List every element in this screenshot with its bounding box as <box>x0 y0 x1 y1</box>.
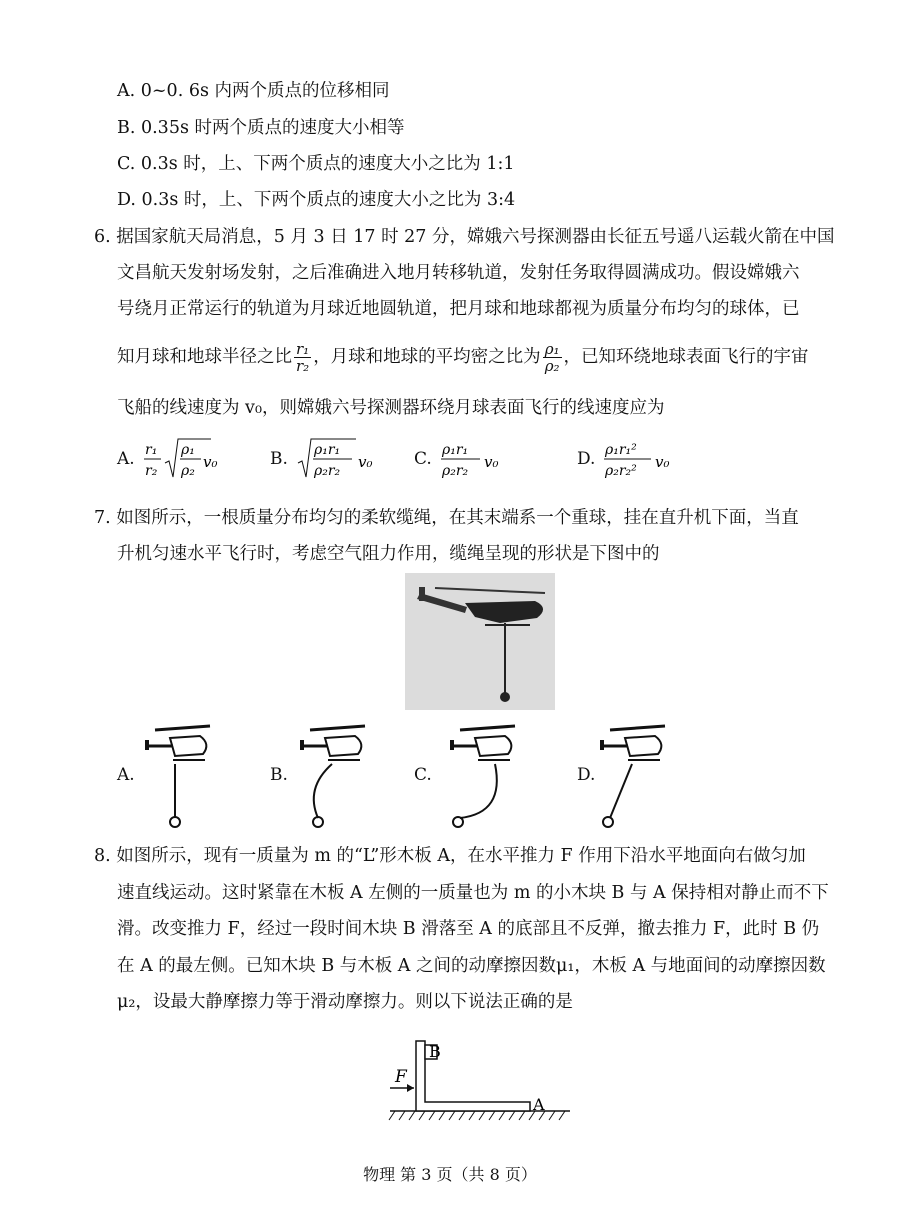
q8-line-4: 在 A 的最左侧。已知木块 B 与木板 A 之间的动摩擦因数μ₁，木板 A 与地面间的动摩擦因数 <box>117 956 826 976</box>
q7-choice-c-label: C. <box>414 765 432 785</box>
svg-text:r₁: r₁ <box>144 442 157 458</box>
q7-line-2: 升机匀速水平飞行时，考虑空气阻力作用，缆绳呈现的形状是下图中的 <box>117 544 660 564</box>
q8-line-2: 速直线运动。这时紧靠在木板 A 左侧的一质量也为 m 的小木块 B 与 A 保持相对静止而不下 <box>117 883 829 903</box>
q5-option-d: D. 0.3s 时，上、下两个质点的速度大小之比为 3:4 <box>117 190 516 210</box>
helicopter-option-d <box>600 726 665 827</box>
q6-line-5: 飞船的线速度为 v₀，则嫦娥六号探测器环绕月球表面飞行的线速度应为 <box>117 398 665 418</box>
q6-choice-a: A. r₁ r₂ ρ₁ ρ₂ v₀ <box>117 437 236 481</box>
q6-formula-c <box>438 437 528 481</box>
page-footer: 物理 第 3 页（共 8 页） <box>363 1165 537 1184</box>
q8-line-3: 滑。改变推力 F，经过一段时间木块 B 滑落至 A 的底部且不反弹，撤去推力 F，此时 B 仍 <box>117 919 820 939</box>
q5-option-a: A. 0~0. 6s 内两个质点的位移相同 <box>117 81 390 101</box>
svg-text:ρ₁r₁: ρ₁r₁ <box>441 442 468 458</box>
q6-formula-d <box>601 437 696 481</box>
q7-choice-b-label: B. <box>270 765 288 785</box>
q6-line-1: 6. 据国家航天局消息，5 月 3 日 17 时 27 分，嫦娥六号探测器由长征五号遥八运载火箭在中国 <box>94 227 835 247</box>
q7-choice-a-label: A. <box>117 765 135 785</box>
density-ratio: $\frac{\text{ρ₁}}{\text{ρ₂}}$ <box>544 340 560 375</box>
svg-text:v₀: v₀ <box>483 453 499 471</box>
svg-text:ρ₂r₂: ρ₂r₂ <box>441 463 468 479</box>
q6-formula-b <box>294 437 394 481</box>
svg-text:v₀: v₀ <box>357 453 373 471</box>
label-a: A <box>533 1095 545 1114</box>
label-f: F <box>395 1067 407 1087</box>
helicopter-option-b <box>300 726 365 827</box>
l-board-figure <box>385 1040 575 1125</box>
helicopter-option-c <box>450 726 515 827</box>
svg-text:ρ₁: ρ₁ <box>180 442 195 458</box>
radius-ratio: $\frac{\text{r₁}}{\text{r₂}}$ <box>296 340 310 375</box>
q8-line-5: μ₂，设最大静摩擦力等于滑动摩擦力。则以下说法正确的是 <box>117 992 573 1012</box>
label-b: B <box>429 1042 441 1061</box>
q6-choice-b: B. ρ₁r₁ ρ₂r₂ v₀ <box>270 437 394 481</box>
helicopter-option-a <box>145 726 210 827</box>
svg-text:v₀: v₀ <box>202 453 218 471</box>
svg-text:ρ₁r₁: ρ₁r₁ <box>313 442 341 458</box>
svg-text:ρ₂r₂²: ρ₂r₂² <box>605 463 638 479</box>
q6-line-4: 知月球和地球半径之比 $\frac{\text{r₁}}{\text{r₂}}$ ，月球和地球的平均密之比为 $\frac{\text{ρ₁}}{\text{ρ₂}}$ ，已知环绕地球表面飞行的宇宙 <box>117 340 809 375</box>
q7-line-1: 7. 如图所示，一根质量分布均匀的柔软缆绳，在其末端系一个重球，挂在直升机下面，当直 <box>94 508 799 528</box>
q6-line-2: 文昌航天发射场发射，之后准确进入地月转移轨道，发射任务取得圆满成功。假设嫦娥六 <box>117 263 800 283</box>
q6-line-3: 号绕月正常运行的轨道为月球近地圆轨道，把月球和地球都视为质量分布均匀的球体，已 <box>117 299 800 319</box>
q5-option-b: B. 0.35s 时两个质点的速度大小相等 <box>117 118 405 138</box>
svg-text:v₀: v₀ <box>655 453 670 471</box>
q7-choice-d-label: D. <box>577 765 596 785</box>
q6-choice-d: D. ρ₁r₁² ρ₂r₂² v₀ <box>577 437 696 481</box>
svg-text:ρ₂: ρ₂ <box>180 463 195 479</box>
svg-text:r₂: r₂ <box>144 463 157 479</box>
q6-formula-a <box>141 437 236 481</box>
helicopter-photo <box>405 573 555 710</box>
q8-line-1: 8. 如图所示，现有一质量为 m 的“L”形木板 A，在水平推力 F 作用下沿水平地面向右做匀加 <box>94 846 806 866</box>
q6-choice-c: C. ρ₁r₁ ρ₂r₂ v₀ <box>414 437 528 481</box>
svg-text:ρ₁r₁²: ρ₁r₁² <box>605 442 638 458</box>
q5-option-c: C. 0.3s 时，上、下两个质点的速度大小之比为 1:1 <box>117 154 515 174</box>
svg-text:ρ₂r₂: ρ₂r₂ <box>313 463 341 479</box>
q7-option-figures <box>0 718 900 833</box>
